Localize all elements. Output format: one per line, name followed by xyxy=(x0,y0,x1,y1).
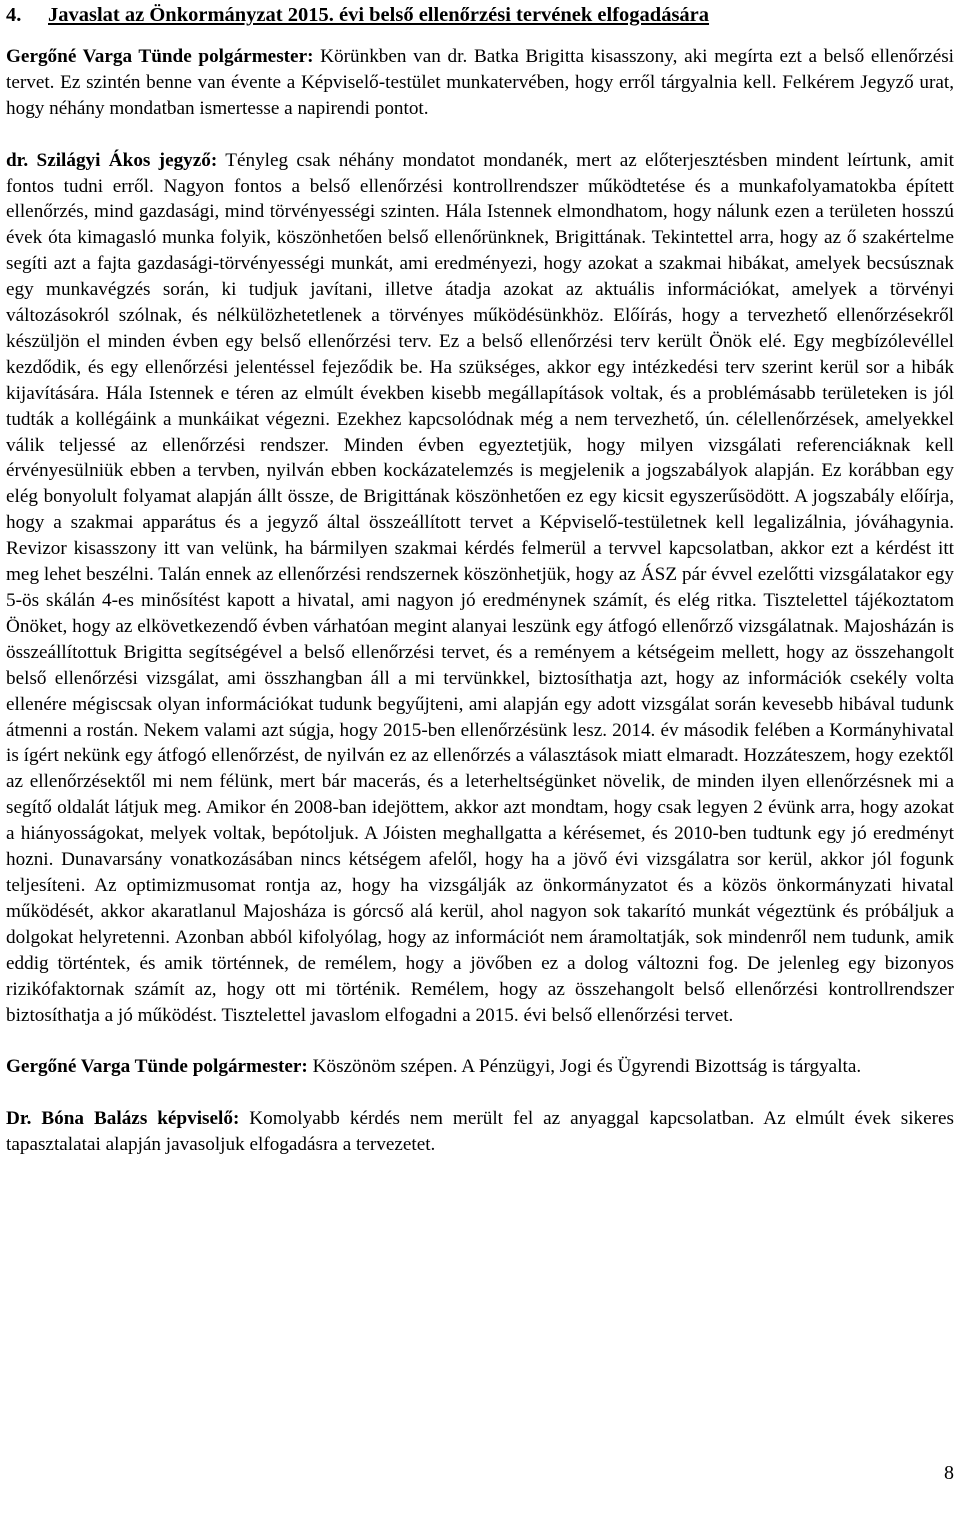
spacer xyxy=(6,1028,954,1054)
speaker-name: dr. Szilágyi Ákos jegyző: xyxy=(6,149,218,171)
speaker-name: Gergőné Varga Tünde polgármester: xyxy=(6,1056,308,1078)
section-heading xyxy=(6,0,954,31)
paragraph-text: Komolyabb kérdés nem merült fel az anyaggal kapcsolatban. Az elmúlt évek sikeres tapasztalatai alapján javasoljuk elfogadásra a tervezetet. xyxy=(6,1108,955,1156)
section-number: 4. xyxy=(6,4,22,26)
speaker-name: Gergőné Varga Tünde polgármester: xyxy=(6,46,314,67)
speaker-name: Dr. Bóna Balázs képviselő: xyxy=(6,1108,240,1130)
spacer xyxy=(6,1080,954,1106)
spacer xyxy=(6,122,954,148)
paragraph-mayor-intro xyxy=(6,44,954,122)
paragraph-representative xyxy=(6,1106,954,1158)
paragraph-text: Tényleg csak néhány mondatot mondanék, mert az előterjesztésben mindent leírtunk, amit fontos tudni erről. Nagyon fontos a belső ellenőrzési kontrollrendszer működtetése és a munkafolyamatokba épített ellenőrzés, mind gazdasági, mind törvényességi szinten. Hála Istennek elmondhatom, hogy nálunk ezen a területen hosszú évek óta kimagasló munka folyik, köszönhetően belső ellenőrünknek, Brigittának. Tekintettel arra, hogy az ő szakértelme segíti azt a fajta gazdasági-törvényességi munkát, ami eredményezi, hogy azokat a szakmai hibákat, amelyek becsúsznak egy munkavégzés során, ki tudjuk javítani, illetve átadja azokat az aktuális információkat, amelyek a törvényi változásokról szólnak, és nélkülözhetetlenek a törvényes működésünkhöz. Előírás, hogy a tervezhető ellenőrzésekről készüljön el minden évben egy belső ellenőrzési terv. Ez a belső ellenőrzési terv került Önök elé. Egy megbízólevéllel kezdődik, és egy ellenőrzési jelentéssel fejeződik be. Ha szükséges, akkor egy intézkedési terv szerint kerül sor a hibák kijavítására. Hála Istennek e téren az elmúlt években kisebb megállapítások voltak, és a problémásabb területeken is jól tudták a kollégáink a munkáikat végezni. Ezekhez kapcsolódnak még a nem tervezhető, ún. célellenőrzések, amelyekkel válik teljessé az ellenőrzési rendszer. Minden évben egyeztetjük, hogy milyen vizsgálati referenciáknak kell érvényesülniük ebben a tervben, nyilván ebben kockázatelemzés is megjelenik a jogszabályok alapján. Ez korábban egy elég bonyolult folyamat alapján állt össze, de Brigittának köszönhetően ez egy kicsit egyszerűsödött. A jogszabály előírja, hogy a szakmai apparátus és a jegyző által összeállított tervet a Képviselő-testületnek kell legalizálnia, jóváhagynia. Revizor kisasszony itt van velünk, ha bármilyen szakmai kérdés felmerül a tervvel kapcsolatban, akkor ezt a kérdést itt meg lehet beszélni. Talán ennek az ellenőrzési rendszernek köszönhetjük, hogy az ÁSZ pár évvel ezelőtti vizsgálatakor egy 5-ös skálán 4-es minősítést kapott a hivatal, ami nagyon jó eredménynek számít, és elég ritka. Tisztelettel tájékoztatom Önöket, hogy az elkövetkezendő évben várhatóan megint alanyai leszünk egy átfogó ellenőrző vizsgálatnak. Majosházán is összeállítottuk Brigitta segítségével a belső ellenőrzési tervet, és a reményem a kétségeim mellett, hogy az összehangolt belső ellenőrzési vizsgálat, ami összhangban áll a mi tervünkkel, biztosíthatja azt, hogy az információk csekély volta ellenére mégiscsak olyan információkat tudunk begyűjteni, ami alapján egy adott vizsgálat során kevesebb hibával tudunk átmenni a rostán. Nekem valami azt súgja, hogy 2015-ben ellenőrzésünk lesz. 2014. év második felében a Kormányhivatal is ígért nekünk egy átfogó ellenőrzést, de nyilván ez az ellenőrzés a választások miatt elmaradt. Hozzáteszem, hogy ezektől az ellenőrzésektől mi nem félünk, mert bár macerás, és a leterheltségünket növelik, de minden ilyen ellenőrzésnek mi a segítő oldalát látjuk meg. Amikor én 2008-ban idejöttem, akkor azt mondtam, hogy csak legyen 2 évünk arra, hogy azokat a hiányosságokat, melyek voltak, bepótoljuk. A Jóisten meghallgatta a kérésemet, és 2010-ben tudtunk egy jó eredményt hozni. Dunavarsány vonatkozásában nincs kétségem afelől, hogy ha a jövő évi vizsgálatra sor kerül, akkor jól fogunk teljesíteni. Az optimizmusomat rontja az, hogy ha vizsgálják az önkormányzatot és a közös önkormányzati hivatal működését, akkor akaratlanul Majosháza is górcső alá kerül, ahol nagyon sok takarító munkát végeztünk és próbáljuk a dolgokat helyretenni. Azonban abból kifolyólag, hogy az információt nem áramoltatják, sok mindenről nem tudunk, amik eddig történtek, és amik történnek, de remélem, hogy a jövőben ez a dolog változni fog. De jelenleg egy bizonyos rizikófaktornak számít az, hogy ott mi történik. Remélem, hogy az összehangolt belső ellenőrzési kontrollrendszer biztosíthatja a jó működést. Tisztelettel javaslom elfogadni a 2015. évi belső ellenőrzési tervet. xyxy=(6,149,955,1026)
spacer xyxy=(6,31,954,44)
paragraph-text: Köszönöm szépen. A Pénzügyi, Jogi és Ügyrendi Bizottság is tárgyalta. xyxy=(307,1056,862,1078)
page-number: 8 xyxy=(944,1462,954,1484)
document-page xyxy=(6,0,954,1158)
paragraph-text: Körünkben van dr. Batka Brigitta kisasszony, aki megírta ezt a belső ellenőrzési tervet. Ez szintén benne van évente a Képviselő-testület munkatervében, hogy erről tárgyalnia kell. Felkérem Jegyző urat, hogy néhány mondatban ismertesse a napirendi pontot. xyxy=(6,46,955,119)
section-title: Javaslat az Önkormányzat 2015. évi belső ellenőrzési tervének elfogadására xyxy=(48,4,710,26)
paragraph-mayor-response xyxy=(6,1054,954,1080)
paragraph-notary-speech xyxy=(6,148,954,1029)
